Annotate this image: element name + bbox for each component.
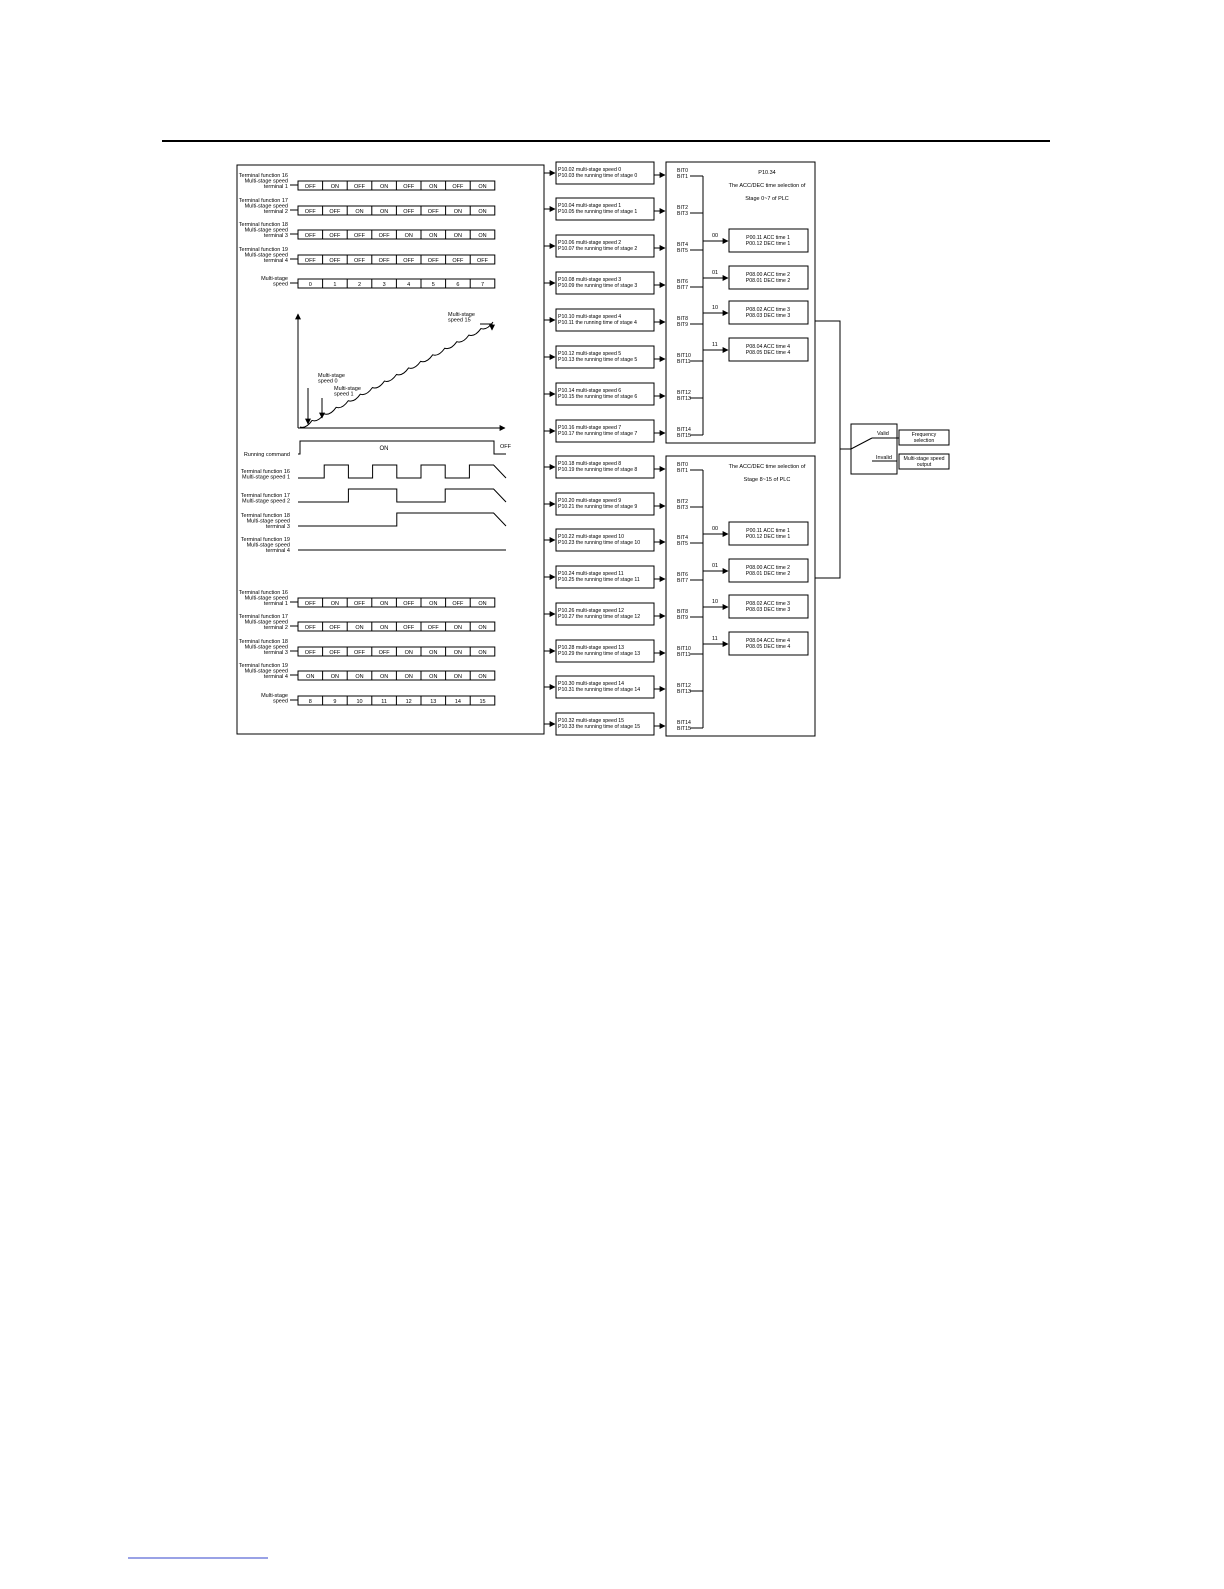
speed-cell: 8: [308, 698, 312, 705]
param-text: P10.21 the running time of stage 9: [558, 504, 638, 510]
terminal-label: Terminal function 19: [238, 663, 288, 669]
terminal-label: Multi-stage speed: [244, 252, 288, 259]
state-cell: OFF: [427, 208, 439, 215]
bit-label: BIT7: [677, 577, 688, 584]
ramp-chart: [298, 312, 505, 428]
terminal-label: Multi-stage speed: [244, 595, 288, 602]
state-cell: OFF: [304, 208, 316, 215]
param-text: P10.10 multi-stage speed 4: [558, 314, 622, 320]
block-title: Stage 0~7 of PLC: [745, 196, 789, 202]
param-text: P10.02 multi-stage speed 0: [558, 167, 622, 173]
terminal-label: terminal 4: [263, 674, 288, 680]
running-command-label: Running command: [243, 452, 290, 458]
accdec-text: P00.11 ACC time 1: [746, 235, 790, 241]
param-text: P10.31 the running time of stage 14: [558, 687, 641, 693]
state-cell: OFF: [329, 257, 341, 264]
ramp-label-speed1: speed 1: [334, 391, 354, 398]
bit-label: BIT4: [677, 535, 688, 541]
bit-label: BIT9: [677, 321, 688, 328]
param-text: P10.12 multi-stage speed 5: [558, 351, 622, 357]
state-cell: ON: [429, 232, 438, 239]
param-text: P10.06 multi-stage speed 2: [558, 240, 622, 246]
state-cell: OFF: [378, 232, 390, 239]
speed-cell: 7: [480, 281, 485, 288]
terminal-label: Multi-stage speed: [244, 227, 288, 234]
accdec-code: 10: [712, 599, 719, 605]
speed-cell: 10: [356, 698, 363, 705]
bit-label: BIT14: [677, 427, 691, 433]
accdec-text: P08.03 DEC time 3: [745, 313, 791, 319]
state-cell: OFF: [403, 624, 415, 631]
timing-label: Multi-stage speed: [246, 542, 290, 549]
bit-label: BIT5: [677, 540, 688, 547]
timing-label: terminal 4: [265, 548, 290, 554]
terminal-label: terminal 4: [263, 258, 288, 264]
param-text: P10.07 the running time of stage 2: [558, 246, 638, 252]
running-command-off: OFF: [500, 444, 511, 450]
bit-label: BIT7: [677, 284, 688, 291]
state-cell: OFF: [329, 208, 341, 215]
state-cell: ON: [478, 624, 487, 631]
terminal-label: Multi-stage speed: [244, 619, 288, 626]
bit-label: BIT11: [677, 358, 691, 365]
terminal-label: Terminal function 18: [238, 222, 288, 228]
accdec-code: 01: [712, 563, 719, 569]
running-command-wave: [298, 441, 506, 454]
state-cell: OFF: [378, 257, 390, 264]
param-text: P10.11 the running time of stage 4: [558, 320, 637, 326]
accdec-code: 00: [712, 526, 719, 532]
switch-valid-label: Valid: [877, 431, 889, 437]
terminal-label: terminal 1: [263, 601, 288, 607]
param-text: P10.09 the running time of stage 3: [558, 283, 638, 289]
state-cell: ON: [379, 183, 389, 190]
timing-label: terminal 3: [265, 524, 290, 530]
bit-label: BIT0: [677, 462, 688, 468]
accdec-code: 01: [712, 270, 719, 276]
bottom-state-table: [239, 590, 495, 705]
param-text: P10.26 multi-stage speed 12: [558, 608, 625, 614]
state-cell: OFF: [452, 600, 464, 607]
accdec-text: P08.05 DEC time 4: [745, 350, 791, 356]
terminal-label: Multi-stage speed: [244, 668, 288, 675]
state-cell: OFF: [304, 649, 316, 656]
state-cell: OFF: [403, 208, 415, 215]
state-cell: OFF: [452, 257, 464, 264]
terminal-label: terminal 1: [263, 184, 288, 190]
accdec-text: P08.05 DEC time 4: [745, 644, 791, 650]
speed-cell: 5: [431, 281, 435, 288]
bit-label: BIT12: [677, 390, 691, 396]
param-text: P10.16 multi-stage speed 7: [558, 425, 622, 431]
bit-label: BIT4: [677, 242, 688, 248]
speed-cell: 4: [407, 281, 411, 288]
speed-cell: 14: [454, 698, 461, 705]
accdec-text: P08.02 ACC time 3: [745, 307, 791, 313]
speed-cell: 6: [456, 281, 460, 288]
bit-label: BIT1: [677, 173, 688, 180]
param-text: P10.33 the running time of stage 15: [558, 724, 641, 730]
accdec-text: P08.01 DEC time 2: [745, 278, 791, 284]
accdec-text: P08.01 DEC time 2: [745, 571, 791, 577]
state-cell: ON: [355, 624, 364, 631]
block-title: Stage 8~15 of PLC: [743, 477, 791, 483]
speed-cell: 1: [333, 281, 337, 288]
bit-label: BIT15: [677, 432, 691, 439]
terminal-label: Multi-stage speed: [244, 644, 288, 651]
speed-cell: 13: [430, 698, 437, 705]
accdec-code: 11: [712, 636, 718, 642]
accdec-text: P00.12 DEC time 1: [745, 534, 791, 540]
state-cell: ON: [453, 208, 463, 215]
accdec-text: P08.03 DEC time 3: [745, 607, 791, 613]
timing-wave: [298, 513, 506, 526]
accdec-text: P08.02 ACC time 3: [745, 601, 791, 607]
accdec-text: P00.12 DEC time 1: [745, 241, 791, 247]
bit-label: BIT13: [677, 395, 691, 402]
terminal-label: terminal 3: [263, 650, 288, 656]
speed-cell: 9: [333, 698, 337, 705]
bit-label: BIT9: [677, 614, 688, 621]
accdec-text: P08.04 ACC time 4: [745, 344, 791, 350]
switch-box: [851, 424, 897, 474]
state-cell: OFF: [477, 257, 488, 264]
state-cell: OFF: [354, 649, 365, 656]
state-cell: ON: [404, 649, 413, 656]
param-text: P10.23 the running time of stage 10: [558, 540, 641, 546]
speed-cell: 2: [357, 281, 362, 288]
terminal-label: terminal 3: [263, 233, 288, 239]
state-cell: ON: [429, 673, 438, 680]
param-text: P10.29 the running time of stage 13: [558, 651, 641, 657]
validity-switch: [840, 424, 949, 474]
state-cell: ON: [478, 208, 487, 215]
param-text: P10.25 the running time of stage 11: [558, 577, 640, 583]
param-text: P10.28 multi-stage speed 13: [558, 645, 625, 651]
speed-cell: 12: [405, 698, 412, 705]
terminal-label: Terminal function 18: [238, 639, 288, 645]
state-cell: ON: [379, 600, 389, 607]
speed-row-label: speed: [273, 281, 288, 288]
bit-label: BIT6: [677, 279, 688, 285]
state-cell: OFF: [403, 600, 415, 607]
terminal-label: Terminal function 17: [238, 614, 288, 620]
timing-label: Terminal function 18: [240, 513, 290, 519]
param-text: P10.30 multi-stage speed 14: [558, 681, 625, 687]
state-cell: OFF: [354, 232, 365, 239]
timing-label: Multi-stage speed 1: [242, 474, 290, 481]
terminal-label: Terminal function 16: [238, 590, 288, 596]
ramp-label-speed15: Multi-stage: [448, 312, 475, 318]
bit-label: BIT13: [677, 688, 691, 695]
state-cell: OFF: [403, 183, 415, 190]
state-cell: ON: [453, 649, 463, 656]
state-cell: OFF: [304, 232, 316, 239]
bit-label: BIT8: [677, 316, 688, 322]
state-cell: ON: [330, 183, 340, 190]
timing-wave: [298, 489, 506, 502]
speed-cell: 11: [381, 698, 387, 705]
state-cell: ON: [330, 673, 340, 680]
timing-label: Terminal function 17: [240, 493, 290, 499]
state-cell: OFF: [329, 232, 341, 239]
parameter-boxes: [544, 162, 665, 735]
frequency-output-text: Frequency: [911, 432, 937, 438]
switch-invalid-label: Invalid: [876, 455, 892, 461]
multistage-output-text: output: [916, 461, 932, 468]
state-cell: OFF: [304, 257, 316, 264]
param-text: P10.03 the running time of stage 0: [558, 173, 638, 179]
bit-label: BIT11: [677, 651, 691, 658]
bit-label: BIT12: [677, 683, 691, 689]
state-cell: ON: [379, 673, 389, 680]
state-cell: ON: [379, 624, 389, 631]
timing-diagram: [241, 441, 512, 554]
state-cell: OFF: [329, 649, 341, 656]
ramp-label-speed15: speed 15: [448, 317, 471, 324]
timing-label: Multi-stage speed 2: [242, 498, 290, 505]
state-cell: ON: [478, 649, 487, 656]
bit-label: BIT2: [677, 205, 688, 211]
terminal-label: Terminal function 17: [238, 198, 288, 204]
running-command-on: ON: [379, 446, 389, 452]
state-cell: ON: [429, 649, 438, 656]
bit-label: BIT10: [677, 646, 691, 652]
terminal-label: Terminal function 19: [238, 247, 288, 253]
param-text: P10.22 multi-stage speed 10: [558, 534, 625, 540]
speed-cell: 0: [308, 281, 312, 288]
param-text: P10.18 multi-stage speed 8: [558, 461, 622, 467]
speed-row-label: Multi-stage: [261, 276, 288, 282]
param-text: P10.13 the running time of stage 5: [558, 357, 638, 363]
accdec-code: 11: [712, 342, 718, 348]
speed-row-label: Multi-stage: [261, 693, 288, 699]
ramp-label-speed0: speed 0: [318, 378, 338, 385]
ramp-label-speed1: Multi-stage: [334, 386, 361, 392]
state-cell: ON: [453, 624, 463, 631]
timing-label: Multi-stage speed: [246, 518, 290, 525]
state-cell: ON: [478, 600, 487, 607]
state-cell: OFF: [427, 257, 439, 264]
multistage-output-text: Multi-stage speed: [903, 456, 945, 462]
terminal-label: Multi-stage speed: [244, 203, 288, 210]
state-cell: ON: [355, 673, 364, 680]
state-cell: ON: [429, 600, 438, 607]
state-cell: OFF: [354, 183, 365, 190]
bit-label: BIT5: [677, 247, 688, 254]
param-text: P10.24 multi-stage speed 11: [558, 571, 624, 577]
state-cell: ON: [478, 673, 487, 680]
accdec-text: P00.11 ACC time 1: [746, 528, 790, 534]
state-cell: OFF: [354, 257, 365, 264]
state-cell: OFF: [403, 257, 415, 264]
state-cell: ON: [429, 183, 438, 190]
top-state-table: [239, 173, 495, 288]
accdec-text: P08.00 ACC time 2: [745, 272, 791, 278]
block-title: The ACC/DEC time selection of: [728, 464, 806, 470]
terminal-label: Multi-stage speed: [244, 178, 288, 185]
state-cell: OFF: [329, 624, 341, 631]
accdec-text: P08.04 ACC time 4: [745, 638, 791, 644]
speed-row-label: speed: [273, 698, 288, 705]
param-text: P10.17 the running time of stage 7: [558, 431, 638, 437]
state-cell: OFF: [304, 600, 316, 607]
state-cell: ON: [306, 673, 315, 680]
timing-wave: [298, 465, 506, 478]
bit-label: BIT1: [677, 467, 688, 474]
state-cell: ON: [453, 232, 463, 239]
bit-label: BIT3: [677, 504, 688, 511]
bit-label: BIT14: [677, 720, 691, 726]
timing-label: Terminal function 19: [240, 537, 290, 543]
param-text: P10.15 the running time of stage 6: [558, 394, 638, 400]
state-cell: ON: [478, 232, 487, 239]
block-title: P10.34: [758, 170, 776, 176]
terminal-label: terminal 2: [263, 625, 288, 631]
terminal-label: Terminal function 16: [238, 173, 288, 179]
state-cell: OFF: [378, 649, 390, 656]
param-text: P10.04 multi-stage speed 1: [558, 203, 622, 209]
param-text: P10.05 the running time of stage 1: [558, 209, 638, 215]
bit-label: BIT8: [677, 609, 688, 615]
param-text: P10.32 multi-stage speed 15: [558, 718, 625, 724]
state-cell: ON: [453, 673, 463, 680]
accdec-selection-blocks: [666, 162, 840, 736]
param-text: P10.20 multi-stage speed 9: [558, 498, 622, 504]
terminal-label: terminal 2: [263, 209, 288, 215]
block-title: The ACC/DEC time selection of: [728, 183, 806, 189]
bit-label: BIT3: [677, 210, 688, 217]
state-cell: ON: [330, 600, 340, 607]
state-cell: ON: [404, 232, 413, 239]
state-cell: OFF: [427, 624, 439, 631]
accdec-code: 10: [712, 305, 719, 311]
param-text: P10.14 multi-stage speed 6: [558, 388, 622, 394]
bit-label: BIT15: [677, 725, 691, 732]
frequency-output-text: selection: [913, 437, 935, 444]
state-cell: OFF: [354, 600, 365, 607]
state-cell: ON: [355, 208, 364, 215]
param-text: P10.27 the running time of stage 12: [558, 614, 641, 620]
state-cell: OFF: [452, 183, 464, 190]
bit-label: BIT0: [677, 168, 688, 174]
switch-blade: [851, 438, 872, 449]
state-cell: OFF: [304, 624, 316, 631]
speed-cell: 3: [382, 281, 386, 288]
speed-cell: 15: [479, 698, 486, 705]
bit-label: BIT6: [677, 572, 688, 578]
timing-label: Terminal function 16: [240, 469, 290, 475]
bit-label: BIT2: [677, 499, 688, 505]
state-cell: ON: [404, 673, 413, 680]
ramp-label-speed0: Multi-stage: [318, 373, 345, 379]
block-connector: [815, 321, 840, 578]
bit-label: BIT10: [677, 353, 691, 359]
param-text: P10.19 the running time of stage 8: [558, 467, 638, 473]
state-cell: OFF: [304, 183, 316, 190]
state-cell: ON: [379, 208, 389, 215]
state-cell: ON: [478, 183, 487, 190]
accdec-text: P08.00 ACC time 2: [745, 565, 791, 571]
param-text: P10.08 multi-stage speed 3: [558, 277, 622, 283]
accdec-code: 00: [712, 233, 719, 239]
